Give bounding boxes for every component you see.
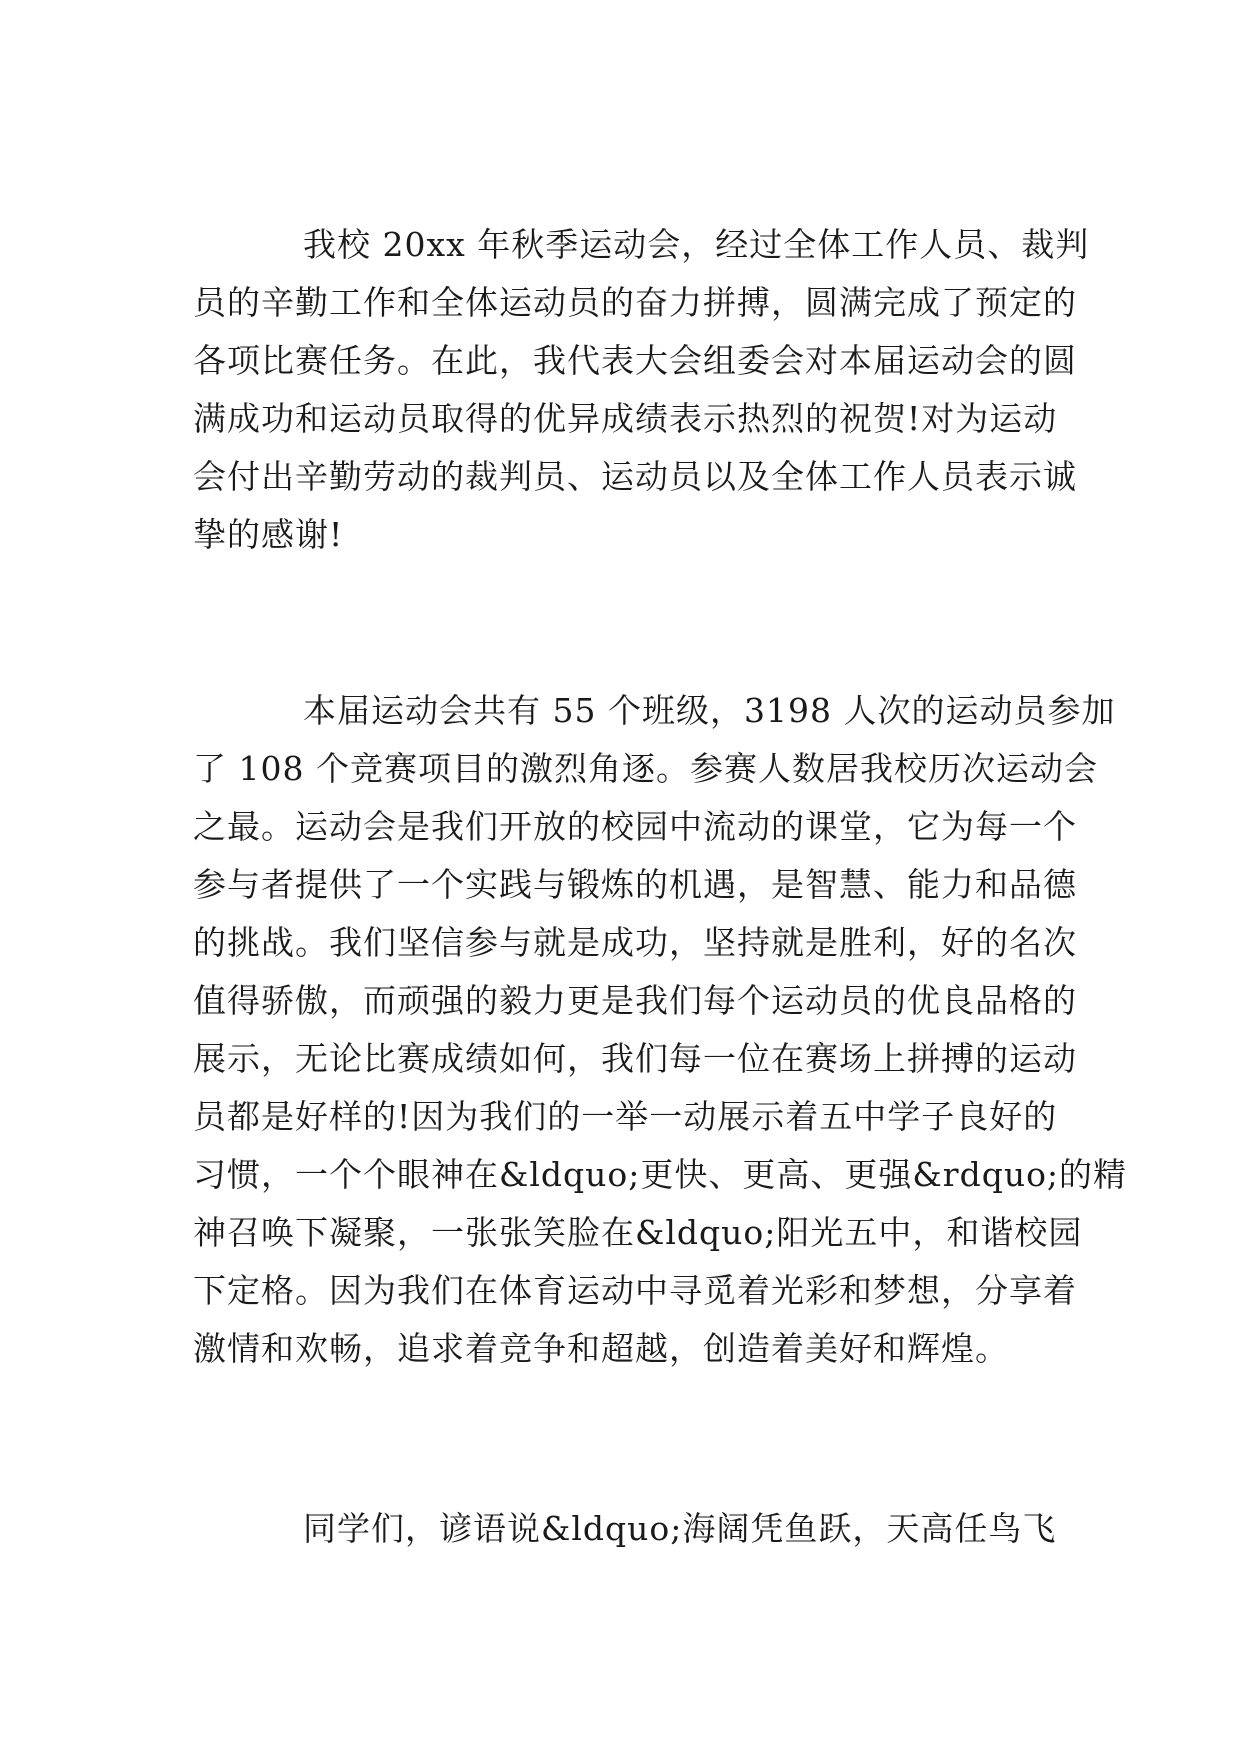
paragraph-line: 会付出辛勤劳动的裁判员、运动员以及全体工作人员表示诚 [193,457,1077,496]
paragraph-line: 参与者提供了一个实践与锻炼的机遇，是智慧、能力和品德 [193,865,1077,904]
paragraph-line: 本届运动会共有 55 个班级，3198 人次的运动员参加 [303,691,1116,730]
paragraph-line: 神召唤下凝聚，一张张笑脸在&ldquo;阳光五中，和谐校园 [193,1213,1083,1252]
paragraph-line: 我校 20xx 年秋季运动会，经过全体工作人员、裁判 [303,225,1090,264]
paragraph-line: 值得骄傲，而顽强的毅力更是我们每个运动员的优良品格的 [193,981,1077,1020]
paragraph-line: 各项比赛任务。在此，我代表大会组委会对本届运动会的圆 [193,341,1077,380]
paragraph-line: 激情和欢畅，追求着竞争和超越，创造着美好和辉煌。 [193,1329,1009,1368]
paragraph-line: 了 108 个竞赛项目的激烈角逐。参赛人数居我校历次运动会 [193,749,1098,788]
paragraph-line: 挚的感谢! [193,515,344,554]
paragraph-line: 员的辛勤工作和全体运动员的奋力拼搏，圆满完成了预定的 [193,283,1077,322]
paragraph-line: 满成功和运动员取得的优异成绩表示热烈的祝贺!对为运动 [193,399,1058,438]
paragraph-line: 同学们，谚语说&ldquo;海阔凭鱼跃，天高任鸟飞 [303,1509,1057,1548]
paragraph-line: 的挑战。我们坚信参与就是成功，坚持就是胜利，好的名次 [193,923,1077,962]
paragraph-thanks [193,216,1090,564]
paragraph-line: 下定格。因为我们在体育运动中寻觅着光彩和梦想，分享着 [193,1271,1077,1310]
paragraph-proverb [193,1500,1055,1558]
paragraph-line: 展示，无论比赛成绩如何，我们每一位在赛场上拼搏的运动 [193,1039,1077,1078]
paragraph-line: 员都是好样的!因为我们的一举一动展示着五中学子良好的 [193,1097,1058,1136]
paragraph-line: 之最。运动会是我们开放的校园中流动的课堂，它为每一个 [193,807,1077,846]
paragraph-statistics [193,682,1128,1378]
paragraph-line: 习惯，一个个眼神在&ldquo;更快、更高、更强&rdquo;的精 [193,1155,1128,1194]
